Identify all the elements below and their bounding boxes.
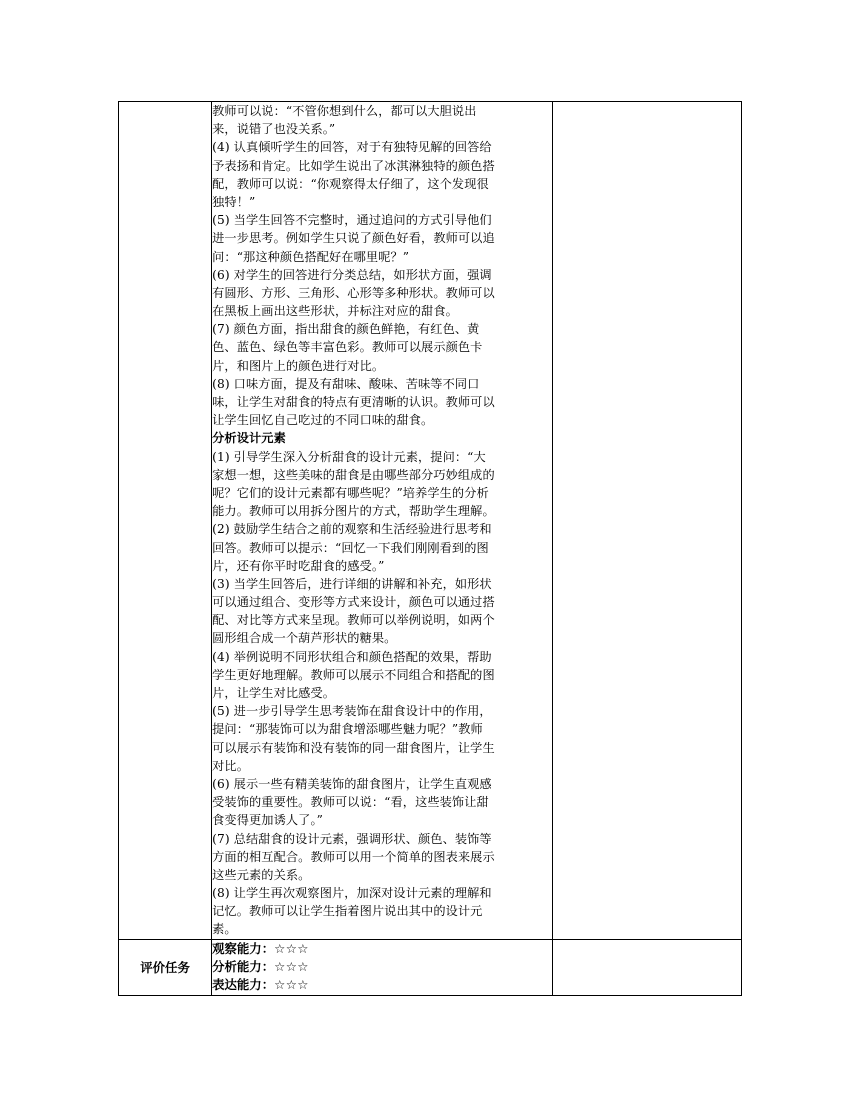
text-line: 让学生回忆自己吃过的不同口味的甜食。 [212,413,434,428]
evaluation-item [212,976,552,994]
text-line: 味，让学生对甜食的特点有更清晰的认识。教师可以 [212,395,495,409]
evaluation-item-name: 观察能力： [212,940,275,956]
text-line: 予表扬和肯定。比如学生说出了冰淇淋独特的颜色搭 [212,158,495,173]
text-line: (6) 展示一些有精美装饰的甜食图片，让学生直观感 [212,776,492,791]
text-line: (4) 举例说明不同形状组合和颜色搭配的效果，帮助 [212,649,492,664]
text-line: 提问：“那装饰可以为甜食增添哪些魅力呢？”教师 [212,722,483,737]
text-line: (2) 鼓励学生结合之前的观察和生活经验进行思考和 [212,522,492,537]
text-line: 食变得更加诱人了。” [212,813,323,828]
text-line: (4) 认真倾听学生的回答，对于有独特见解的回答给 [212,140,492,155]
text-line: (7) 颜色方面，指出甜食的颜色鲜艳，有红色、黄 [212,322,480,337]
text-line: (5) 当学生回答不完整时，通过追问的方式引导他们 [212,213,492,228]
text-line: 学生更好地理解。教师可以展示不同组合和搭配的图 [212,667,495,682]
text-line: 圆形组合成一个葫芦形状的糖果。 [212,631,397,646]
star-rating: ☆☆☆ [274,958,309,974]
text-line: 问：“那这种颜色搭配好在哪里呢？” [212,249,410,264]
activity-row [119,102,742,940]
text-line: 独特！” [212,194,256,209]
evaluation-item [212,958,552,976]
section-heading: 分析设计元素 [212,431,286,446]
text-line: 能力。教师可以用拆分图片的方式，帮助学生理解。 [212,504,495,519]
empty-right-cell [552,102,741,940]
text-line: 对比。 [212,758,250,773]
text-line: 片，和图片上的颜色进行对比。 [212,358,385,373]
text-line: 这些元素的关系。 [212,867,311,882]
text-line: 教师可以说：“不管你想到什么，都可以大胆说出 [212,104,477,118]
text-line: 色、蓝色、绿色等丰富色彩。教师可以展示颜色卡 [212,340,483,355]
text-line: 在黑板上画出这些形状，并标注对应的甜食。 [212,304,458,319]
text-line: 记忆。教师可以让学生指着图片说出其中的设计元 [212,904,483,919]
evaluation-item [212,940,552,958]
text-line: (5) 进一步引导学生思考装饰在甜食设计中的作用， [212,704,492,719]
text-line: 家想一想，这些美味的甜食是由哪些部分巧妙组成的 [212,467,495,482]
text-line: (1) 引导学生深入分析甜食的设计元素，提问：“大 [212,449,486,464]
text-line: 来，说错了也没关系。” [212,122,336,137]
text-line: 配，教师可以说：“你观察得太仔细了，这个发现很 [212,176,489,191]
evaluation-empty-cell [552,939,741,995]
text-line: 有圆形、方形、三角形、心形等多种形状。教师可以 [212,285,495,300]
evaluation-content-cell [212,939,553,995]
text-line: (3) 当学生回答后，进行详细的讲解和补充，如形状 [212,576,492,591]
text-line: 素。 [212,922,237,937]
text-line: 可以通过组合、变形等方式来设计，颜色可以通过搭 [212,595,495,610]
empty-left-cell [119,102,212,940]
star-rating: ☆☆☆ [274,940,309,956]
evaluation-item-name: 表达能力： [212,977,275,993]
text-line: 片，还有你平时吃甜食的感受。” [212,558,385,573]
star-rating: ☆☆☆ [274,977,309,993]
evaluation-row [119,939,742,995]
text-line: (7) 总结甜食的设计元素，强调形状、颜色、装饰等 [212,831,492,846]
activity-content-cell [212,102,553,940]
activity-text [212,102,552,939]
text-line: (8) 让学生再次观察图片，加深对设计元素的理解和 [212,886,492,901]
text-line: 可以展示有装饰和没有装饰的同一甜食图片，让学生 [212,740,495,755]
text-line: 受装饰的重要性。教师可以说：“看，这些装饰让甜 [212,795,489,810]
evaluation-label: 评价任务 [119,939,212,995]
lesson-plan-table [118,101,742,996]
text-line: 呢？它们的设计元素都有哪些呢？”培养学生的分析 [212,485,489,500]
text-line: 片，让学生对比感受。 [212,686,336,700]
text-line: 配、对比等方式来呈现。教师可以举例说明，如两个 [212,613,495,628]
evaluation-item-name: 分析能力： [212,958,275,974]
text-line: 方面的相互配合。教师可以用一个简单的图表来展示 [212,849,495,864]
text-line: (6) 对学生的回答进行分类总结，如形状方面，强调 [212,267,492,282]
text-line: (8) 口味方面，提及有甜味、酸味、苦味等不同口 [212,376,480,391]
text-line: 回答。教师可以提示：“回忆一下我们刚刚看到的图 [212,540,489,555]
text-line: 进一步思考。例如学生只说了颜色好看，教师可以追 [212,231,495,246]
